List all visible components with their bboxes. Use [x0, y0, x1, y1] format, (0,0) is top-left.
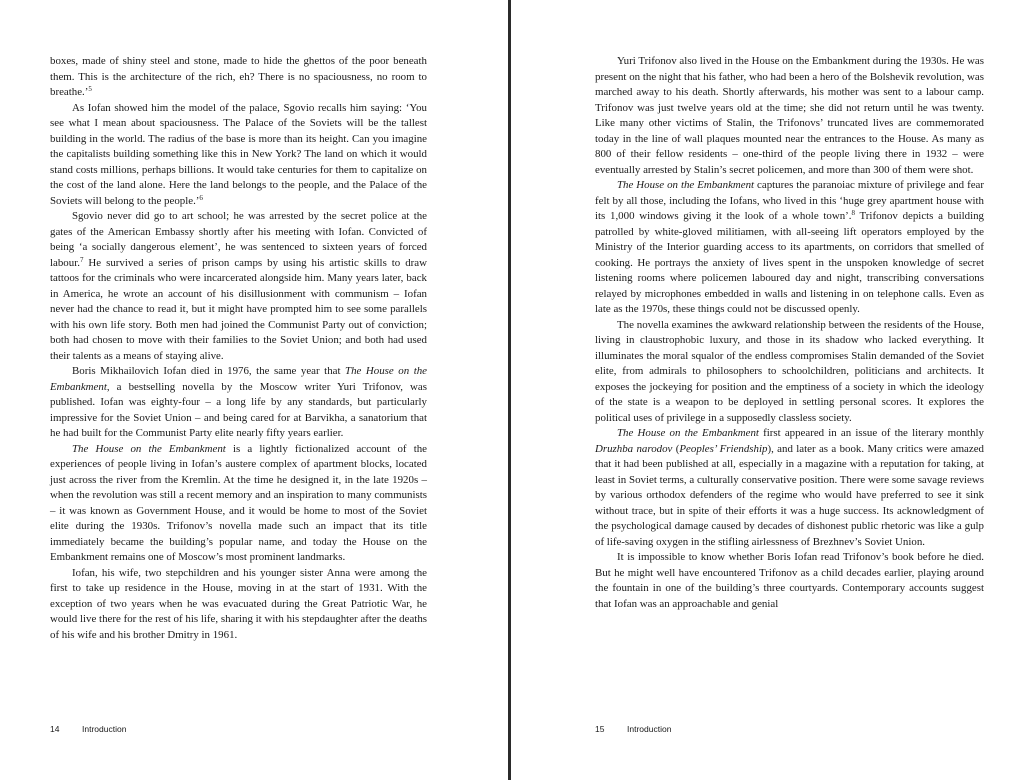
- italic-title: The House on the Embankment: [617, 427, 759, 439]
- page-number: 15: [595, 724, 605, 734]
- body-paragraph: [50, 442, 427, 566]
- italic-title: Peoples’ Friendship: [679, 442, 768, 455]
- text-run: Iofan, his wife, two stepchildren and his younger sister Anna were among the first to take up residence in the House, moving in at the start of 1931. With the exception of two years when he was evacuated during the Great Patriotic War, he would live there for the rest of his life, sharing it with his stepdaughter after the deaths of his wife and his brother Dmitry in 1961.: [50, 566, 427, 641]
- text-run: Boris Mikhailovich Iofan died in 1976, the same year that: [72, 365, 346, 377]
- page-number: 14: [50, 724, 60, 734]
- running-footer-section: Introduction: [627, 724, 672, 734]
- right-page-footer: [595, 724, 671, 734]
- text-run: ), and later as a book. Many critics were amazed that it had been published at all, especially in a magazine with a reputation for taking, at least in Soviet terms, a culturally conservative position. There were some savage reviews by various orthodox defenders of the regime who would have preferred to see it sink without trace, but in spite of their efforts it was a huge success. Its acknowledgment of the psychological damage caused by decades of dishonest public rhetoric was like a gulp of life-saving oxygen in the stifling airlessness of Brezhnev’s Soviet Union.: [595, 442, 984, 548]
- text-run: As Iofan showed him the model of the palace, Sgovio recalls him saying: ‘You see what I mean about spaciousness. The Palace of the Soviets will be the tallest building in the world. The radius of the base is more than its height. Can you imagine the capitalists building something like this in New York? The land on which it would stand costs millions, perhaps billions. It would take centuries for them to capitalize on the cost of the land alone. Here the land belongs to the people, and the Palace of the Soviets will belong to the people.’: [50, 101, 427, 207]
- text-run: , a bestselling novella by the Moscow writer Yuri Trifonov, was published. Iofan was eighty-four – a long life by any standards, but particularly impressive for the Soviet Union – and being cared for at Barvikha, a sanatorium that he had built for the Communist Party elite nearly fifty years earlier.: [50, 380, 427, 439]
- body-paragraph: [50, 101, 427, 210]
- italic-title: The House on the Embankment: [50, 365, 427, 393]
- text-run: captures the paranoiac mixture of privilege and fear felt by all those, including the Iofans, who lived in this ‘huge grey apartment house with its 1,000 windows giving it the look of a whole town’.: [595, 179, 984, 222]
- text-run: Yuri Trifonov also lived in the House on the Embankment during the 1930s. He was present on the night that his father, who had been a hero of the Bolshevik revolution, was marched away to his death. Shortly afterwards, his mother was sent to a labour camp. Trifonov was just twelve years old at the time; she did not return until he was twenty. Like many other victims of Stalin, the Trifonovs’ truncated lives are commemorated today in the line of wall plaques mounted near the entrances to the House. As many as 800 of their fellow residents – one-third of the people living there in 1932 – were eventually arrested by Stalin’s secret policemen, and more than 300 of them were shot.: [595, 55, 984, 176]
- text-run: boxes, made of shiny steel and stone, made to hide the ghettos of the poor beneath them. This is the architecture of the rich, eh? There is no spaciousness, no room to breathe.’: [50, 55, 427, 98]
- left-page-body: [50, 54, 427, 643]
- right-page-body: [595, 54, 984, 612]
- footnote-ref: 7: [79, 255, 84, 264]
- right-page: [511, 0, 1020, 780]
- body-paragraph: [50, 566, 427, 644]
- text-run: Sgovio never did go to art school; he was arrested by the secret police at the gates of the American Embassy shortly after his meeting with Iofan. Convicted of being ‘a socially dangerous element’, he was sentenced to sixteen years of forced labour.: [50, 210, 427, 269]
- body-paragraph: [50, 364, 427, 442]
- italic-title: The House on the Embankment: [72, 442, 226, 455]
- body-paragraph: [595, 426, 984, 550]
- italic-title: The House on the Embankment: [617, 179, 755, 191]
- text-run: (: [672, 442, 680, 455]
- left-page-footer: [50, 724, 126, 734]
- body-paragraph: [50, 54, 427, 101]
- body-paragraph: [595, 178, 984, 318]
- body-paragraph: [595, 54, 984, 178]
- body-paragraph: [50, 209, 427, 364]
- italic-title: Druzhba narodov: [595, 442, 673, 455]
- footnote-ref: 5: [88, 85, 92, 93]
- footnote-ref: 6: [199, 193, 203, 202]
- footnote-ref: 8: [851, 209, 855, 217]
- running-footer-section: Introduction: [82, 724, 127, 734]
- text-run: is a lightly fictionalized account of the experiences of people living in Iofan’s austere complex of apartment blocks, located just across the river from the Kremlin. At the time he designed it, in the late 1920s – when the revolution was still a recent memory and an inspiration to many communists – it was known as Government House, and it would be home to most of the Soviet elite during the 1930s. Trifonov’s novella made such an impact that its title immediately became the building’s popular name, and today the House on the Embankment remains one of Moscow’s most prominent landmarks.: [50, 442, 428, 563]
- body-paragraph: [595, 318, 984, 427]
- text-run: It is impossible to know whether Boris Iofan read Trifonov’s book before he died. But he might well have encountered Trifonov as a child decades earlier, playing around the fountain in one of the building’s three courtyards. Contemporary accounts suggest that Iofan was an approachable and genial: [595, 551, 984, 610]
- left-page: [0, 0, 508, 780]
- text-run: Trifonov depicts a building patrolled by white-gloved militiamen, with all-seeing lift operators employed by the Ministry of the Interior guarding access to its apartments, on corridors that smelled of cooking. He portrays the anxiety of lives spent in the unspoken knowledge of secret listening rooms where policemen laboured day and night, transcribing conversations relayed by microphones embedded in walls and listening in on telephone calls. Even as late as the 1970s, these things could not be discussed openly.: [595, 210, 984, 315]
- text-run: first appeared in an issue of the literary monthly: [758, 427, 984, 439]
- body-paragraph: [595, 550, 984, 612]
- text-run: He survived a series of prison camps by using his artistic skills to draw tattoos for the criminals who were incarcerated alongside him. Many years later, back in America, he wrote an account of his disillusionment with communism – Iofan never had the chance to read it, but it might have prompted him to see some parallels with his own life story. Both men had joined the Communist Party out of conviction; both had chosen to move with their families to the Soviet Union; and both had used their talents as a means of staying alive.: [50, 256, 427, 362]
- text-run: The novella examines the awkward relationship between the residents of the House, living in claustrophobic luxury, and those in its shadow who lacked everything. It illuminates the moral squalor of the endless compromises Stalin demanded of the Soviet elite, from admirals to philosophers to schoolchildren, politicians and architects. It exposes the jockeying for position and the emptiness of a society in which the ideology of the state is a weapon to be deployed in settling personal scores. It explores the political uses of privilege in a supposedly classless society.: [595, 318, 984, 424]
